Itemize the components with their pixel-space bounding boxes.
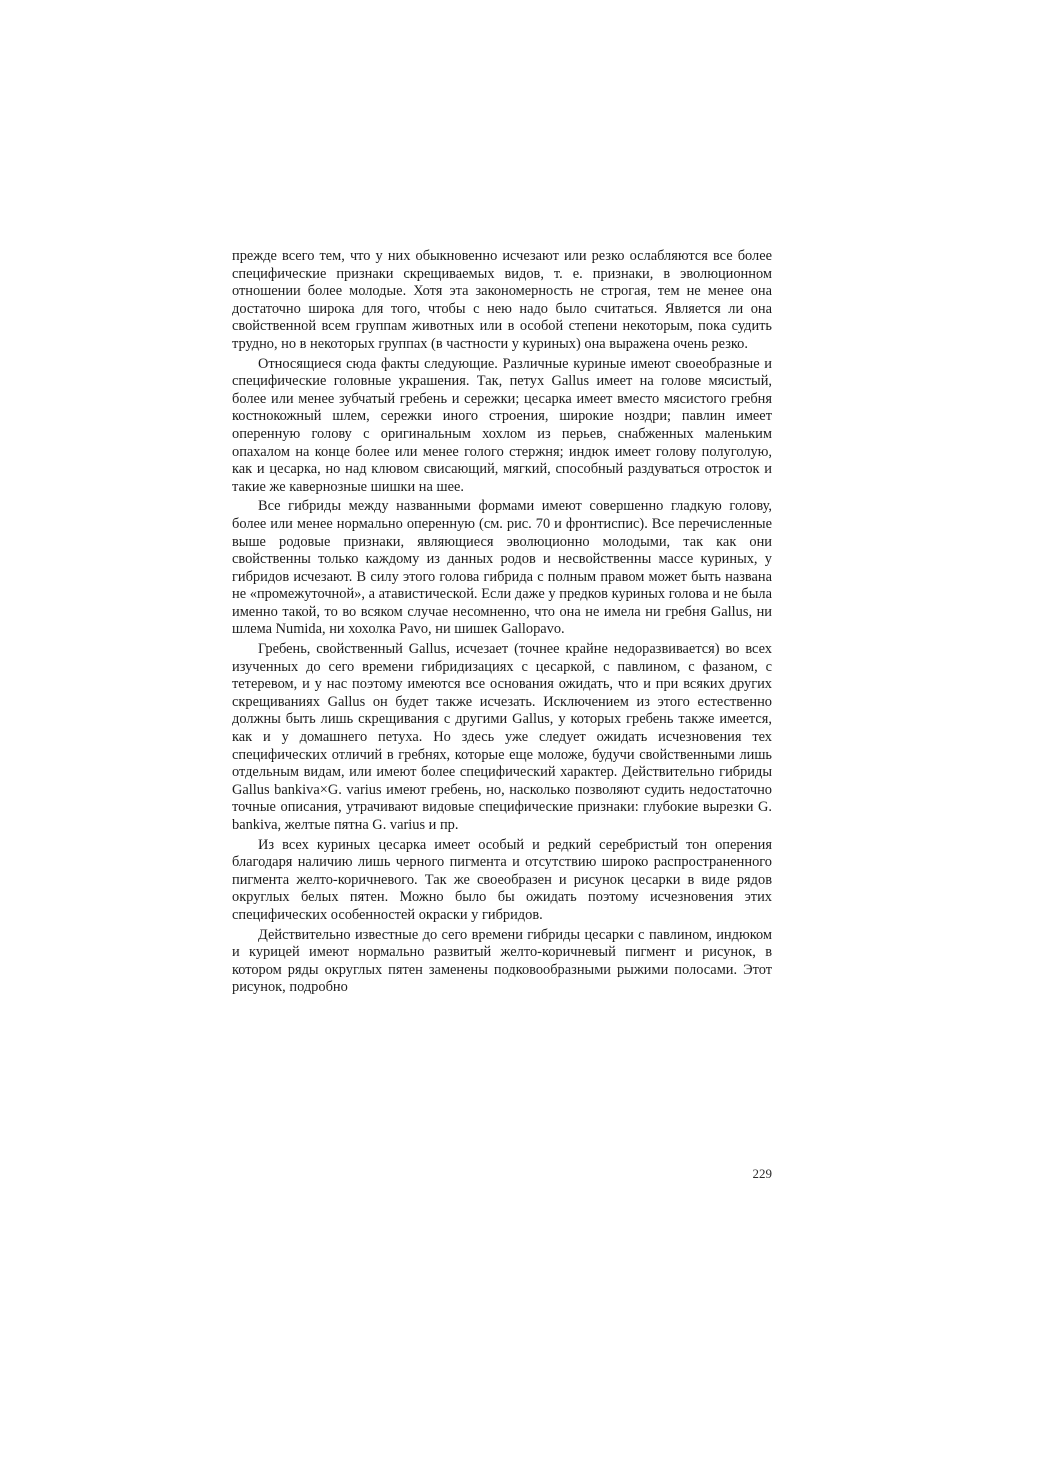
paragraph: Относящиеся сюда факты следующие. Различные куриные имеют своеобразные и специфические головные украшения. Так, петух Gallus имеет на голове мясистый, более или менее зубчатый гребень и сережки; цесарка имеет вместо мясистого гребня костнокожный шлем, сережки иного строения, широкие ноздри; павлин имеет оперенную голову с оригинальным хохлом из перьев, снабженных маленьким опахалом на конце более или менее голого стержня; индюк имеет голову полуголую, как и цесарка, но над клювом свисающий, мягкий, способный раздуваться отросток и такие же кавернозные шишки на шее. bbox=[232, 355, 772, 495]
paragraph: прежде всего тем, что у них обыкновенно исчезают или резко ослабляются все более специфические признаки скрещиваемых видов, т. е. признаки, в эволюционном отношении более молодые. Хотя эта закономерность не строгая, тем не менее она достаточно широка для того, чтобы с нею надо было считаться. Является ли она свойственной всем группам животных или в особой степени некоторым, пока судить трудно, но в некоторых группах (в частности у куриных) она выражена очень резко. bbox=[232, 248, 772, 352]
paragraph: Все гибриды между названными формами имеют совершенно гладкую голову, более или менее нормально оперенную (см. рис. 70 и фронтиспис). Все перечисленные выше родовые признаки, являющиеся эволюционно молодыми, так как они свойственны только каждому из данных родов и несвойственны массе куриных, у гибридов исчезают. В силу этого голова гибрида с полным правом может быть названа не «промежуточной», а атавистической. Если даже у предков куриных голова и не была именно такой, то во всяком случае несомненно, что она не имела ни гребня Gallus, ни шлема Numida, ни хохолка Pavo, ни шишек Gallopavo. bbox=[232, 498, 772, 638]
page-number: 229 bbox=[752, 1166, 772, 1181]
paragraph: Действительно известные до сего времени гибриды цесарки с павлином, индюком и курицей имеют нормально развитый желто-коричневый пигмент и рисунок, в котором ряды округлых пятен заменены подковообразными рыжими полосами. Этот рисунок, подробно bbox=[232, 926, 772, 996]
body-text bbox=[232, 248, 772, 999]
paragraph: Гребень, свойственный Gallus, исчезает (точнее крайне недоразвивается) во всех изученных до сего времени гибридизациях с цесаркой, с павлином, с фазаном, с тетеревом, и у нас поэтому имеются все основания ожидать, что и при всяких других скрещиваниях Gallus он будет также исчезать. Исключением из этого естественно должны быть лишь скрещивания с другими Gallus, у которых гребень также имеется, как и у домашнего петуха. Но здесь уже следует ожидать исчезновения тех специфических отличий в гребнях, которые еще моложе, будучи свойственными лишь отдельным видам, или имеют более специфический характер. Действительно гибриды Gallus bankiva×G. varius имеют гребень, но, насколько позволяют судить недостаточно точные описания, утрачивают видовые специфические признаки: глубокие вырезки G. bankiva, желтые пятна G. varius и пр. bbox=[232, 641, 772, 833]
paragraph: Из всех куриных цесарка имеет особый и редкий серебристый тон оперения благодаря наличию лишь черного пигмента и отсутствию широко распространенного пигмента желто-коричневого. Так же своеобразен и рисунок цесарки в виде рядов округлых белых пятен. Можно было бы ожидать поэтому исчезновения этих специфических особенностей окраски у гибридов. bbox=[232, 836, 772, 923]
